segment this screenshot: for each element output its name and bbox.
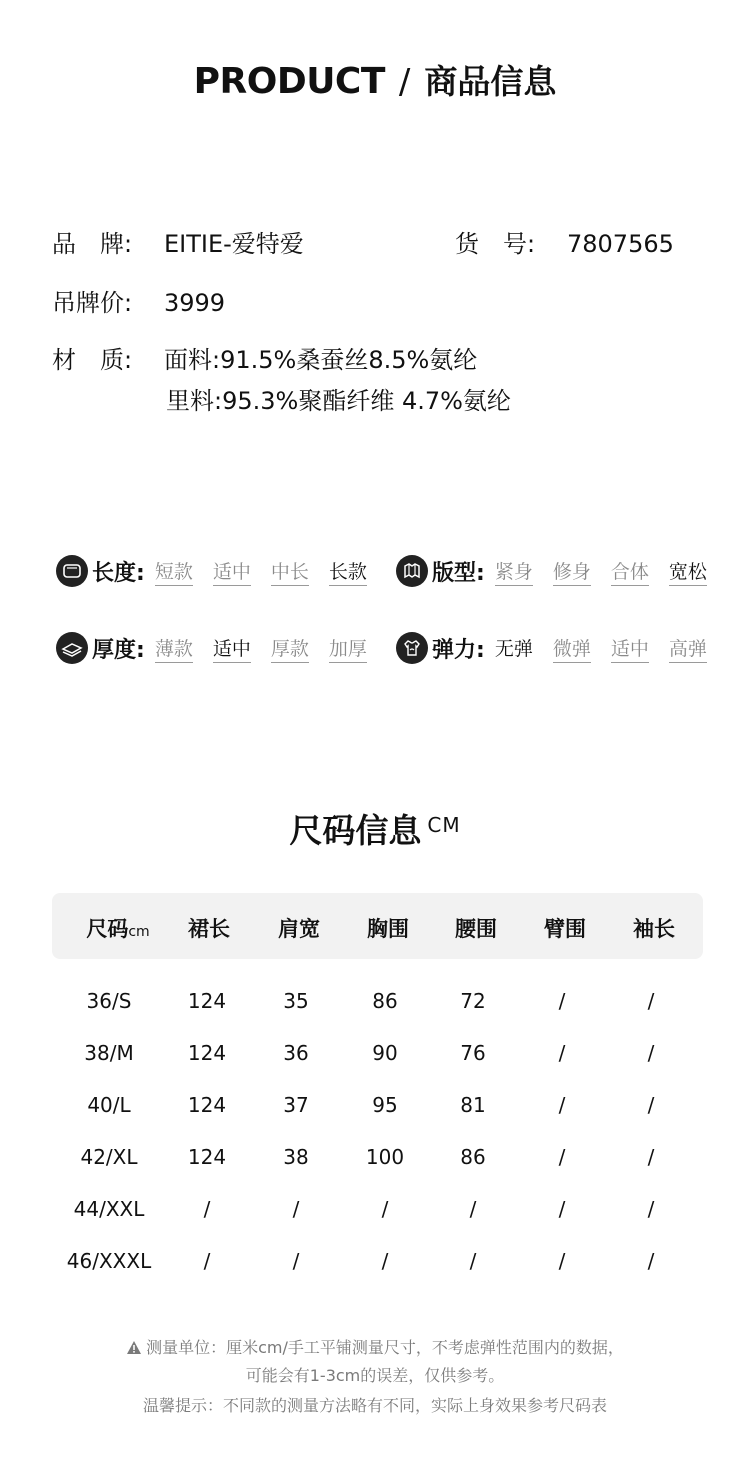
header-size-label: 尺码 bbox=[86, 917, 129, 941]
size-section-title bbox=[0, 805, 750, 852]
dress-length-icon bbox=[56, 555, 88, 587]
measurement-cell: 124 bbox=[187, 1145, 227, 1169]
brand-label: 品 牌: bbox=[52, 230, 133, 258]
measurement-cell: / bbox=[203, 1249, 211, 1273]
measurement-cell: / bbox=[647, 1145, 655, 1169]
measurement-cell: / bbox=[203, 1197, 211, 1221]
measurement-cell: / bbox=[558, 1249, 566, 1273]
measurement-cell: / bbox=[647, 1041, 655, 1065]
fit-option-selected: 宽松 bbox=[669, 557, 707, 586]
measurement-cell: 38 bbox=[283, 1145, 309, 1169]
brand-row bbox=[52, 229, 304, 259]
attr-fit bbox=[396, 555, 707, 587]
measurement-cell: / bbox=[558, 1093, 566, 1117]
measurement-cell: 124 bbox=[187, 1093, 227, 1117]
measurement-cell: 37 bbox=[283, 1093, 309, 1117]
length-option: 适中 bbox=[213, 557, 251, 586]
header-waist: 腰围 bbox=[455, 917, 497, 941]
sku-row bbox=[455, 229, 674, 259]
measurement-cell: 90 bbox=[372, 1041, 398, 1065]
note-line-1 bbox=[0, 1338, 750, 1360]
measurement-cell: / bbox=[292, 1197, 300, 1221]
attr-length-label: 长度: bbox=[92, 560, 145, 586]
measurement-cell: / bbox=[381, 1249, 389, 1273]
size-label-cell: 36/S bbox=[86, 989, 132, 1013]
attr-fit-label: 版型: bbox=[432, 560, 485, 586]
material-row-2 bbox=[166, 386, 511, 416]
measurement-cell: 95 bbox=[372, 1093, 398, 1117]
size-label-cell: 38/M bbox=[84, 1041, 134, 1065]
measurement-cell: 72 bbox=[460, 989, 486, 1013]
measurement-cell: / bbox=[469, 1197, 477, 1221]
sku-value: 7807565 bbox=[567, 230, 674, 258]
measurement-cell: / bbox=[558, 989, 566, 1013]
price-label: 吊牌价: bbox=[52, 289, 133, 317]
fit-pattern-icon bbox=[396, 555, 428, 587]
length-option-selected: 长款 bbox=[329, 557, 367, 586]
price-value: 3999 bbox=[164, 289, 226, 317]
thickness-option: 薄款 bbox=[155, 634, 193, 663]
size-label-cell: 42/XL bbox=[80, 1145, 138, 1169]
attr-thickness bbox=[56, 632, 367, 664]
thickness-option: 加厚 bbox=[329, 634, 367, 663]
measurement-cell: 86 bbox=[460, 1145, 486, 1169]
sku-label: 货 号: bbox=[455, 230, 536, 258]
measurement-cell: 124 bbox=[187, 989, 227, 1013]
header-dress-length: 裙长 bbox=[188, 917, 230, 941]
measurement-cell: 81 bbox=[460, 1093, 486, 1117]
measurement-cell: / bbox=[558, 1197, 566, 1221]
size-table-header bbox=[52, 893, 703, 959]
attr-thickness-label: 厚度: bbox=[92, 637, 145, 663]
material-label: 材 质: bbox=[52, 346, 133, 374]
measurement-cell: / bbox=[469, 1249, 477, 1273]
measurement-cell: / bbox=[647, 1197, 655, 1221]
measurement-cell: 36 bbox=[283, 1041, 309, 1065]
header-arm: 臂围 bbox=[544, 917, 586, 941]
measurement-cell: / bbox=[647, 1249, 655, 1273]
measurement-cell: 35 bbox=[283, 989, 309, 1013]
title-separator: / bbox=[398, 62, 411, 102]
note-line-3: 温馨提示：不同款的测量方法略有不同，实际上身效果参考尺码表 bbox=[142, 1396, 607, 1415]
size-title-text: 尺码信息 bbox=[289, 811, 422, 850]
measurement-cell: 86 bbox=[372, 989, 398, 1013]
attr-length bbox=[56, 555, 367, 587]
length-option: 短款 bbox=[155, 557, 193, 586]
thickness-option-selected: 适中 bbox=[213, 634, 251, 663]
measurement-cell: / bbox=[558, 1041, 566, 1065]
size-title-unit: CM bbox=[427, 813, 461, 837]
header-size-unit: cm bbox=[128, 924, 150, 940]
fit-option: 紧身 bbox=[495, 557, 533, 586]
title-zh: 商品信息 bbox=[424, 62, 557, 101]
attr-elasticity bbox=[396, 632, 707, 664]
measurement-cell: 76 bbox=[460, 1041, 486, 1065]
attr-elasticity-label: 弹力: bbox=[432, 637, 485, 663]
note-text-1: 测量单位：厘米cm/手工平铺测量尺寸，不考虑弹性范围内的数据， bbox=[146, 1338, 624, 1357]
brand-value: EITIE-爱特爱 bbox=[164, 230, 304, 258]
material-line-1: 面料:91.5%桑蚕丝8.5%氨纶 bbox=[164, 346, 478, 374]
stretch-shirt-icon bbox=[396, 632, 428, 664]
fabric-layers-icon bbox=[56, 632, 88, 664]
measurement-cell: / bbox=[647, 1093, 655, 1117]
measurement-cell: / bbox=[381, 1197, 389, 1221]
measurement-cell: / bbox=[647, 989, 655, 1013]
elasticity-option: 适中 bbox=[611, 634, 649, 663]
measurement-cell: / bbox=[558, 1145, 566, 1169]
page-title bbox=[0, 56, 750, 103]
elasticity-option-selected: 无弹 bbox=[494, 637, 533, 660]
header-sleeve: 袖长 bbox=[633, 917, 675, 941]
elasticity-option: 微弹 bbox=[553, 634, 591, 663]
measurement-cell: 124 bbox=[187, 1041, 227, 1065]
measurement-cell: 100 bbox=[365, 1145, 405, 1169]
title-en: PRODUCT bbox=[193, 61, 385, 102]
length-option: 中长 bbox=[271, 557, 309, 586]
fit-option: 合体 bbox=[611, 557, 649, 586]
size-label-cell: 44/XXL bbox=[73, 1197, 145, 1221]
size-label-cell: 40/L bbox=[87, 1093, 131, 1117]
header-chest: 胸围 bbox=[367, 917, 409, 941]
material-line-2: 里料:95.3%聚酯纤维 4.7%氨纶 bbox=[166, 387, 511, 415]
measurement-cell: / bbox=[292, 1249, 300, 1273]
thickness-option: 厚款 bbox=[271, 634, 309, 663]
price-row bbox=[52, 288, 225, 318]
header-shoulder: 肩宽 bbox=[278, 917, 320, 941]
material-row bbox=[52, 345, 477, 375]
note-line-2: 可能会有1-3cm的误差，仅供参考。 bbox=[245, 1366, 505, 1385]
warning-icon bbox=[126, 1340, 142, 1360]
fit-option: 修身 bbox=[553, 557, 591, 586]
elasticity-option: 高弹 bbox=[669, 634, 707, 663]
header-size bbox=[86, 913, 149, 943]
size-label-cell: 46/XXXL bbox=[66, 1249, 152, 1273]
